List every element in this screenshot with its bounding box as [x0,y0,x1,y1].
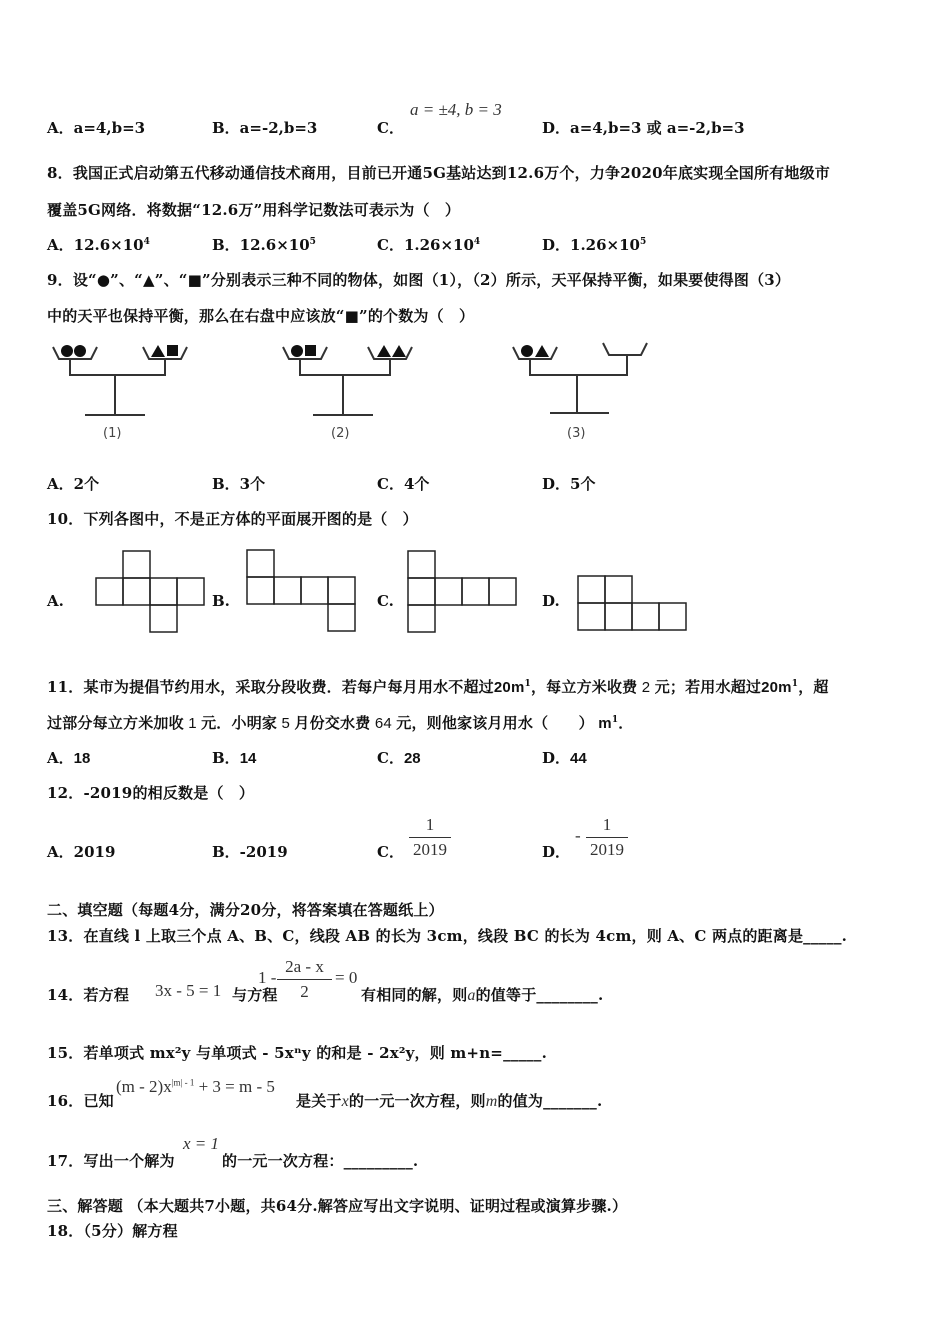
q7-option-c: C． [377,119,404,137]
q14-mid: 与方程 [232,986,278,1004]
net-figure-b [246,549,358,633]
balance-figure-1 [45,335,205,450]
q7-option-c-math: a = ±4, b = 3 [410,100,502,119]
circle-shape-icon [291,345,303,357]
net-figure-d [577,575,689,635]
q8-option-d: D．$1.26\times 10^5$ [542,236,647,254]
q12-option-c-fraction: 1 2019 [409,815,451,860]
q12-stem: 12．-2019的相反数是（ ） [47,784,255,802]
q10-option-b: B. [212,592,230,610]
q12-option-d-fraction: 1 2019 [586,815,628,860]
circle-shape-icon [61,345,73,357]
q12-option-b: B．-2019 [212,843,288,861]
q14-eq2-pre: 1 - [258,968,277,987]
triangle-shape-icon [377,345,391,357]
q7-option-b: B．a=-2,b=3 [212,119,318,137]
q11-option-c: C．28 [377,749,421,767]
q12-option-d: D． [542,843,571,861]
q7-option-a: A．a=4,b=3 [47,119,146,137]
q8-stem-line2: 覆盖5G网络．将数据“12.6万”用科学记数法可表示为（ ） [47,201,461,219]
q16-equation: $(m - 2)x^{|m| - 1} + 3 = m - 5$ [116,1077,275,1096]
q11-stem-line2: 过部分每立方米加收 1 元．小明家 5 月份交水费 64 元，则他家该月用水（ ） $m^1$． [47,714,634,732]
square-shape-icon [305,345,316,356]
q9-stem-line2: 中的天平也保持平衡，那么在右盘中应该放“■”的个数为（ ） [47,307,475,325]
figure-caption: (2) [331,426,350,441]
q18-stem: 18．（5分）解方程 [47,1222,178,1240]
q9-option-c: C．4个 [377,475,430,493]
net-figure-a [95,550,207,634]
figure-caption: (1) [103,426,122,441]
q13-stem: 13．在直线 l 上取三个点 A、B、C，线段 AB 的长为 3cm，线段 BC 的长为 4cm，则 A、C 两点的距离是_____. [47,927,848,945]
circle-shape-icon [74,345,86,357]
q15-stem: 15．若单项式 mx²y 与单项式 - 5xⁿy 的和是 - 2x²y，则 m+n=_____. [47,1044,547,1062]
q7-option-d: D．a=4,b=3 或 a=-2,b=3 [542,119,745,137]
q11-stem-line1: 11．某市为提倡节约用水，采取分段收费．若每户每月用水不超过$20m^1$，每立方米收费 2 元；若用水超过$20m^1$，超 [47,678,829,696]
q8-option-c: C．$1.26\times 10^4$ [377,236,481,254]
q10-option-d: D. [542,592,560,610]
balance-figure-3 [505,335,665,450]
triangle-shape-icon [535,345,549,357]
q11-option-b: B．14 [212,749,257,767]
triangle-shape-icon [151,345,165,357]
q11-option-d: D．44 [542,749,587,767]
q12-option-c: C． [377,843,404,861]
section-3-heading: 三、解答题 （本大题共7小题，共64分.解答应写出文字说明、证明过程或演算步骤.） [47,1197,628,1215]
q10-option-a: A. [47,592,64,610]
q9-stem-line1: 9．设“●”、“▲”、“■”分别表示三种不同的物体，如图（1），（2）所示，天平保持平衡，如果要使得图（3） [47,271,791,289]
q16-pre: 16．已知 [47,1092,114,1110]
q14-equation-1: 3x - 5 = 1 [155,981,222,1000]
q17-pre: 17．写出一个解为 [47,1152,175,1170]
circle-shape-icon [521,345,533,357]
square-shape-icon [167,345,178,356]
q17-equation: x = 1 [183,1134,220,1153]
triangle-shape-icon [392,345,406,357]
net-figure-c [407,550,519,634]
q17-post: 的一元一次方程：_________. [222,1152,419,1170]
q9-option-d: D．5个 [542,475,596,493]
q12-option-d-minus: - [575,826,581,845]
balance-figure-2 [275,335,435,450]
q14-eq2-fraction: 2a - x 2 [277,957,332,1002]
q12-option-a: A．2019 [47,843,116,861]
q14-pre: 14．若方程 [47,986,130,1004]
figure-caption: (3) [567,426,586,441]
q10-option-c: C. [377,592,394,610]
q16-post: 是关于x的一元一次方程，则m的值为_______. [296,1092,603,1110]
q10-stem: 10．下列各图中，不是正方体的平面展开图的是（ ） [47,510,418,528]
q9-option-b: B．3个 [212,475,266,493]
q9-option-a: A．2个 [47,475,100,493]
q8-stem-line1: 8．我国正式启动第五代移动通信技术商用，目前已开通5G基站达到12.6万个，力争2020年底实现全国所有地级市 [47,164,830,182]
section-2-heading: 二、填空题（每题4分，满分20分，将答案填在答题纸上） [47,901,444,919]
q11-option-a: A．18 [47,749,91,767]
q14-eq2-post: = 0 [335,968,358,987]
q8-option-b: B．$12.6\times 10^5$ [212,236,316,254]
q8-option-a: A．$12.6\times 10^4$ [47,236,150,254]
q14-post: 有相同的解，则a的值等于________. [361,986,604,1004]
